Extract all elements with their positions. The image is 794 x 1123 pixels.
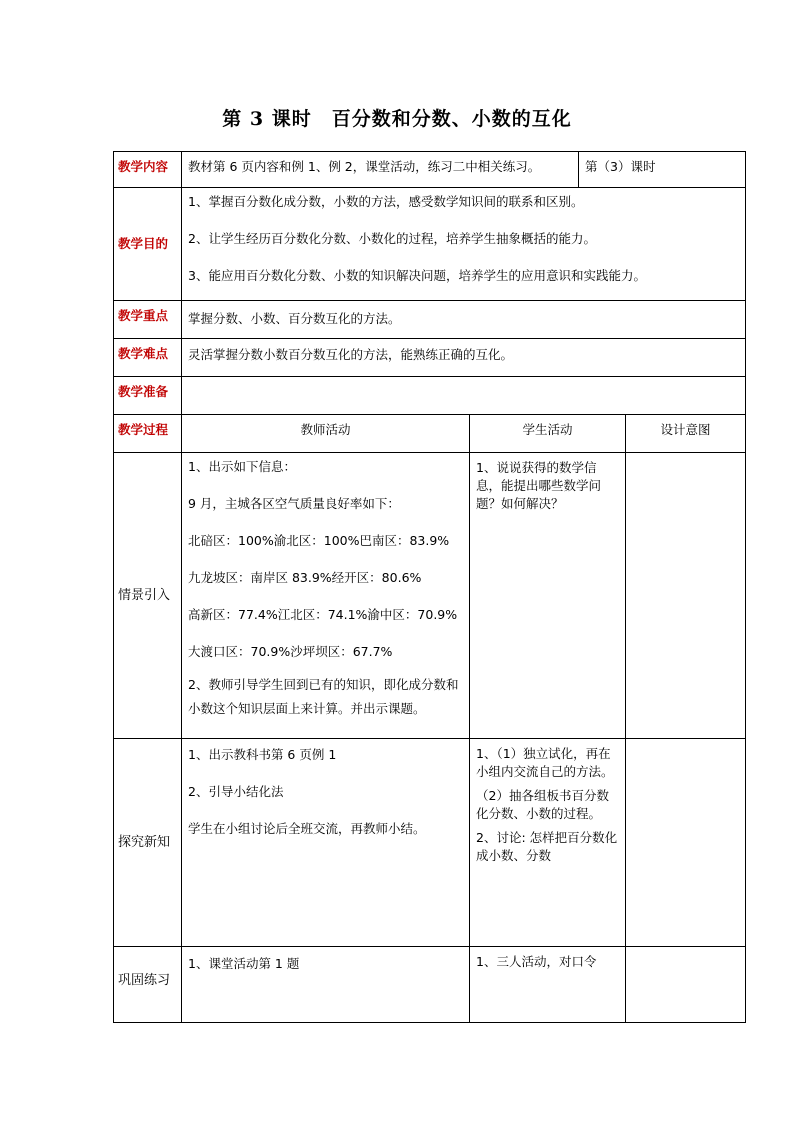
intent-cell	[626, 739, 746, 947]
student-line: 1、三人活动，对口令	[476, 954, 597, 969]
teacher-line: 1、出示教科书第 6 页例 1	[188, 747, 337, 762]
stage-name: 情景引入	[118, 588, 171, 603]
period-text: 第（3）课时	[579, 152, 746, 188]
goal-item: 1、掌握百分数化成分数，小数的方法，感受数学知识间的联系和区别。	[188, 194, 584, 209]
row-goals	[114, 188, 746, 301]
lesson-plan-table	[113, 151, 746, 1023]
student-line: 1、（1）独立试化，再在小组内交流自己的方法。	[476, 746, 614, 779]
teacher-line: 高新区：77.4%江北区：74.1%渝中区：70.9%	[188, 607, 458, 622]
row-content	[114, 152, 746, 188]
teacher-line: 1、课堂活动第 1 题	[188, 956, 300, 971]
label-goals: 教学目的	[118, 236, 169, 251]
content-text: 教材第 6 页内容和例 1、例 2，课堂活动，练习二中相关练习。	[182, 152, 579, 188]
row-difficulty	[114, 339, 746, 377]
stage-row	[114, 739, 746, 947]
goal-item: 2、让学生经历百分数化分数、小数化的过程，培养学生抽象概括的能力。	[188, 231, 596, 246]
label-key: 教学重点	[118, 308, 169, 323]
teacher-line: 2、教师引导学生回到已有的知识，即化成分数和小数这个知识层面上来计算。并出示课题。	[188, 677, 459, 716]
teacher-line: 北碚区：100%渝北区：100%巴南区：83.9%	[188, 533, 450, 548]
label-prep: 教学准备	[118, 384, 169, 399]
teacher-line: 大渡口区：70.9%沙坪坝区：67.7%	[188, 644, 393, 659]
label-content: 教学内容	[118, 159, 169, 174]
prep-text	[182, 377, 746, 415]
student-line: 1、说说获得的数学信息，能提出哪些数学问题？如何解决？	[476, 460, 602, 511]
student-line: 2、讨论: 怎样把百分数化成小数、分数	[476, 830, 618, 863]
col-teacher-header: 教师活动	[182, 415, 470, 453]
student-line: （2）抽各组板书百分数化分数、小数的过程。	[476, 788, 609, 821]
teacher-line: 1、出示如下信息：	[188, 459, 296, 474]
teacher-line: 学生在小组讨论后全班交流，再教师小结。	[188, 821, 426, 836]
difficulty-text: 灵活掌握分数小数百分数互化的方法，能熟练正确的互化。	[182, 339, 746, 377]
intent-cell	[626, 453, 746, 739]
col-intent-header: 设计意图	[626, 415, 746, 453]
stage-name: 探究新知	[118, 835, 171, 850]
key-text: 掌握分数、小数、百分数互化的方法。	[182, 301, 746, 339]
stage-row	[114, 947, 746, 1023]
intent-cell	[626, 947, 746, 1023]
teacher-line: 九龙坡区：南岸区 83.9%经开区：80.6%	[188, 570, 422, 585]
col-student-header: 学生活动	[470, 415, 626, 453]
teacher-line: 9 月，主城各区空气质量良好率如下：	[188, 496, 400, 511]
stage-name: 巩固练习	[118, 973, 171, 988]
label-difficulty: 教学难点	[118, 346, 169, 361]
goal-item: 3、能应用百分数化分数、小数的知识解决问题，培养学生的应用意识和实践能力。	[188, 268, 646, 283]
row-process-header	[114, 415, 746, 453]
teacher-line: 2、引导小结化法	[188, 784, 284, 799]
row-prep	[114, 377, 746, 415]
row-key	[114, 301, 746, 339]
stage-row	[114, 453, 746, 739]
label-process: 教学过程	[118, 422, 169, 437]
lesson-title: 第 3 课时 百分数和分数、小数的互化	[222, 108, 572, 130]
